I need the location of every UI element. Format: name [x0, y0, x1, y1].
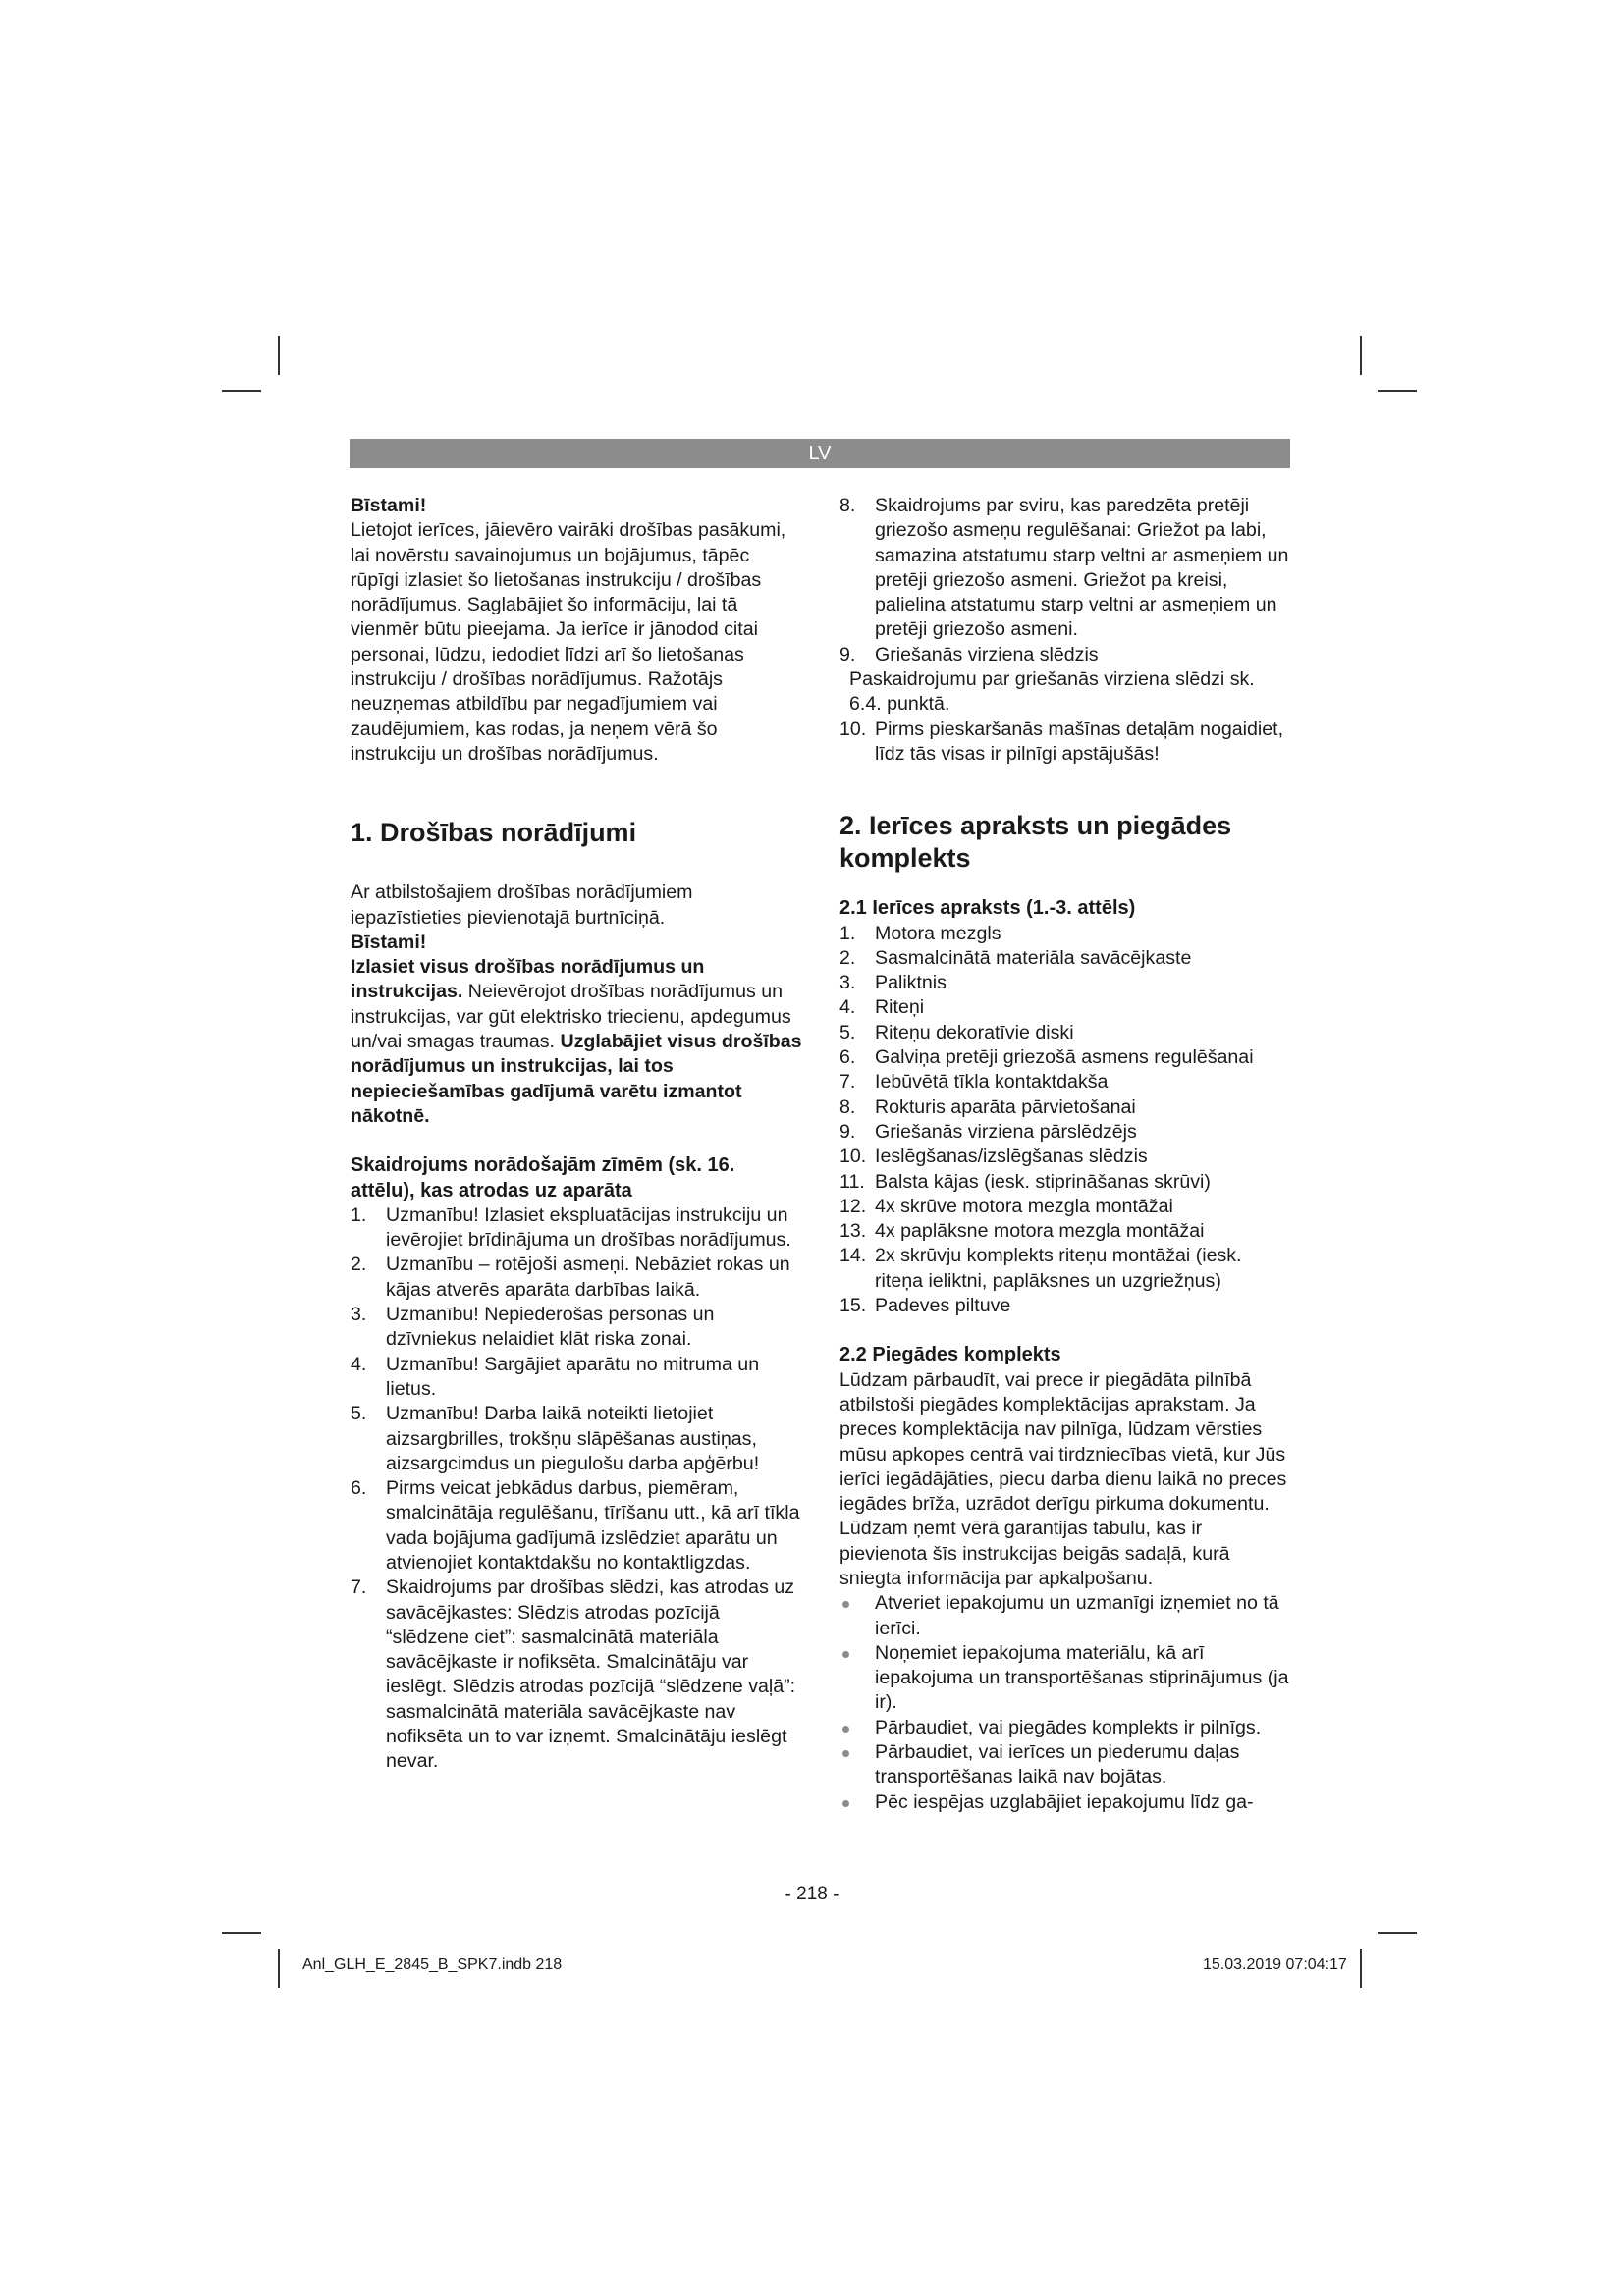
warning-paragraph	[351, 955, 802, 1129]
crop-mark-tr-v	[1360, 336, 1362, 375]
sub22-title: 2.2 Piegādes komplekts	[839, 1344, 1061, 1366]
list-item: Pārbaudiet, vai piegādes komplekts ir pilnīgs.	[839, 1716, 1291, 1740]
section1-title: 1. Drošības norādījumi	[351, 818, 637, 848]
footer-file: Anl_GLH_E_2845_B_SPK7.indb 218	[302, 1956, 563, 1973]
list-item: 4. Riteņi	[839, 996, 925, 1019]
list-item: 15. Padeves piltuve	[839, 1295, 1011, 1317]
crop-mark-tl-h	[222, 390, 261, 392]
list-item: 5. Riteņu dekoratīvie diski	[839, 1021, 1074, 1043]
items-top-list	[839, 494, 1291, 667]
language-label: LV	[808, 443, 832, 464]
list-item: 2. Sasmalcinātā materiāla savācējkaste	[839, 946, 1192, 969]
warning-text: Neievērojot drošības norādījumus un instrukcijas, var gūt elektrisko triecienu, apdegumus un/vai smagas traumas.	[351, 981, 791, 1053]
sub22-text: Lūdzam pārbaudīt, vai prece ir piegādāta pilnībā atbilstoši piegādes komplektācijas aprakstam. Ja preces komplektācija nav pilnīga, lūdzam vērsties mūsu apkopes centrā vai tirdzniecības vietā, kur Jūs ierīci iegādājāties, piecu darba dienu laikā no preces iegādes brīža, uzrādot derīgu pirkuma dokumentu. Lūdzam ņemt vērā garantijas tabulu, kas ir pievienota šīs instrukcijas beigās sadaļā, kurā sniegta informācija par apkalpošanu.	[839, 1368, 1287, 1589]
list-item: 14. 2x skrūvju komplekts riteņu montāžai (iesk. riteņa ieliktni, paplāksnes un uzgriežņus)	[839, 1245, 1242, 1292]
list-item: 3. Paliktnis	[839, 972, 947, 994]
intro-text: Lietojot ierīces, jāievēro vairāki drošības pasākumi, lai novērstu savainojumus un bojājumus, tāpēc rūpīgi izlasiet šo lietošanas instrukciju / drošības norādījumus. Saglabājiet šo informāciju, lai tā vienmēr būtu pieejama. Ja ierīce ir jānodod citai personai, lūdzu, iedodiet līdzi arī šo lietošanas instrukciju / drošības norādījumus. Ražotājs neuzņemas atbildību par negadījumiem vai zaudējumiem, kas rodas, ja neņem vērā šo instrukciju un drošības norādījumus.	[351, 519, 786, 765]
list-item: 11. Balsta kājas (iesk. stiprināšanas skrūvi)	[839, 1170, 1211, 1193]
section2-title: 2. Ierīces apraksts un piegādes komplekts	[839, 811, 1232, 874]
symbols-list	[351, 1203, 802, 1775]
list-item: 3. Uzmanību! Nepiederošas personas un dzīvniekus nelaidiet klāt riska zonai.	[351, 1304, 715, 1351]
list-item: 9. Griešanās virziena slēdzis	[839, 643, 1099, 666]
list-item: 10. Ieslēgšanas/izslēgšanas slēdzis	[839, 1146, 1148, 1168]
crop-mark-tr-h	[1378, 390, 1417, 392]
list-item: 4. Uzmanību! Sargājiet aparātu no mitruma un lietus.	[351, 1353, 760, 1400]
left-column	[351, 494, 802, 1775]
footer-timestamp: 15.03.2019 07:04:17	[1203, 1956, 1347, 1973]
crop-mark-br-v	[1360, 1949, 1362, 1988]
list-item: 2. Uzmanību – rotējoši asmeņi. Nebāziet rokas un kājas atverēs aparāta darbības laikā.	[351, 1254, 790, 1301]
warning-title: Bīstami!	[351, 931, 427, 953]
list-item: 7. Skaidrojums par drošības slēdzi, kas atrodas uz savācējkastes: Slēdzis atrodas pozīcijā “slēdzene ciet”: sasmalcinātā materiāla savācējkaste ir nofiksēta. Smalcinātāju var ieslēgt. Slēdzis atrodas pozīcijā “slēdzene vaļā”: sasmalcinātā materiāla savācējkaste nav nofiksēta un to var izņemt. Smalcinātāju ieslēgt nevar.	[351, 1576, 796, 1773]
list-item: 10. Pirms pieskaršanās mašīnas detaļām nogaidiet, līdz tās visas ir pilnīgi apstājušās!	[839, 718, 1284, 765]
list-item: Noņemiet iepakojuma materiālu, kā arī iepakojuma un transportēšanas stiprinājumus (ja ir).	[839, 1641, 1291, 1716]
item9-note: Paskaidrojumu par griešanās virziena slēdzi sk. 6.4. punktā.	[849, 668, 1255, 716]
language-header-bar	[350, 439, 1290, 468]
sub21-title: 2.1 Ierīces apraksts (1.-3. attēls)	[839, 897, 1136, 920]
list-item: Pārbaudiet, vai ierīces un piederumu daļas transportēšanas laikā nav bojātas.	[839, 1740, 1291, 1790]
list-item: 5. Uzmanību! Darba laikā noteikti lietojiet aizsargbrilles, trokšņu slāpēšanas austiņas, aizsargcimdus un piegulošu darba apģērbu!	[351, 1403, 760, 1474]
list-item: Atveriet iepakojumu un uzmanīgi izņemiet no tā ierīci.	[839, 1591, 1291, 1641]
list-item: 9. Griešanās virziena pārslēdzējs	[839, 1120, 1137, 1143]
list-item: 12. 4x skrūve motora mezgla montāžai	[839, 1195, 1173, 1217]
list-item: 8. Rokturis aparāta pārvietošanai	[839, 1095, 1136, 1118]
symbols-title: Skaidrojums norādošajām zīmēm (sk. 16. attēlu), kas atrodas uz aparāta	[351, 1154, 735, 1201]
crop-mark-bl-h	[222, 1932, 261, 1934]
crop-mark-tl-v	[278, 336, 280, 375]
crop-mark-br-h	[1378, 1932, 1417, 1934]
list-item: 7. Iebūvētā tīkla kontaktdakša	[839, 1071, 1109, 1094]
list-item: 6. Galviņa pretēji griezošā asmens regulēšanai	[839, 1046, 1254, 1069]
bullet-list	[839, 1591, 1291, 1815]
right-column	[839, 494, 1291, 1815]
warning-bold-2: Uzglabājiet visus drošības norādījumus un instrukcijas, lai tos nepieciešamības gadījumā varētu izmantot nākotnē.	[351, 1031, 802, 1127]
section1-intro: Ar atbilstošajiem drošības norādījumiem iepazīstieties pievienotajā burtnīciņā.	[351, 881, 693, 929]
list-item: 1. Motora mezgls	[839, 922, 1001, 944]
crop-mark-bl-v	[278, 1949, 280, 1988]
parts-list	[839, 922, 1291, 1319]
list-item: 6. Pirms veicat jebkādus darbus, piemēram, smalcinātāja regulēšanu, tīrīšanu utt., kā arī tīkla vada bojājuma gadījumā izslēdziet aparātu un atvienojiet kontaktdakšu no kontaktligzdas.	[351, 1477, 800, 1574]
page-number: - 218 -	[785, 1884, 839, 1904]
warning-bold-1: Izlasiet visus drošības norādījumus un instrukcijas.	[351, 956, 705, 1003]
intro-title: Bīstami!	[351, 495, 427, 516]
list-item: 13. 4x paplāksne motora mezgla montāžai	[839, 1220, 1205, 1243]
list-item: 8. Skaidrojums par sviru, kas paredzēta pretēji griezošo asmeņu regulēšanai: Griežot pa labi, samazina atstatumu starp veltni ar asmeņiem un pretēji griezošo asmeni. Griežot pa kreisi, palielina atstatumu starp veltni ar asmeņiem un pretēji griezošo asmeni.	[839, 495, 1289, 641]
list-item: Pēc iespējas uzglabājiet iepakojumu līdz ga-	[839, 1790, 1291, 1815]
item10-list	[839, 718, 1291, 768]
list-item: 1. Uzmanību! Izlasiet ekspluatācijas instrukciju un ievērojiet brīdinājuma un drošības norādījumus.	[351, 1203, 791, 1252]
